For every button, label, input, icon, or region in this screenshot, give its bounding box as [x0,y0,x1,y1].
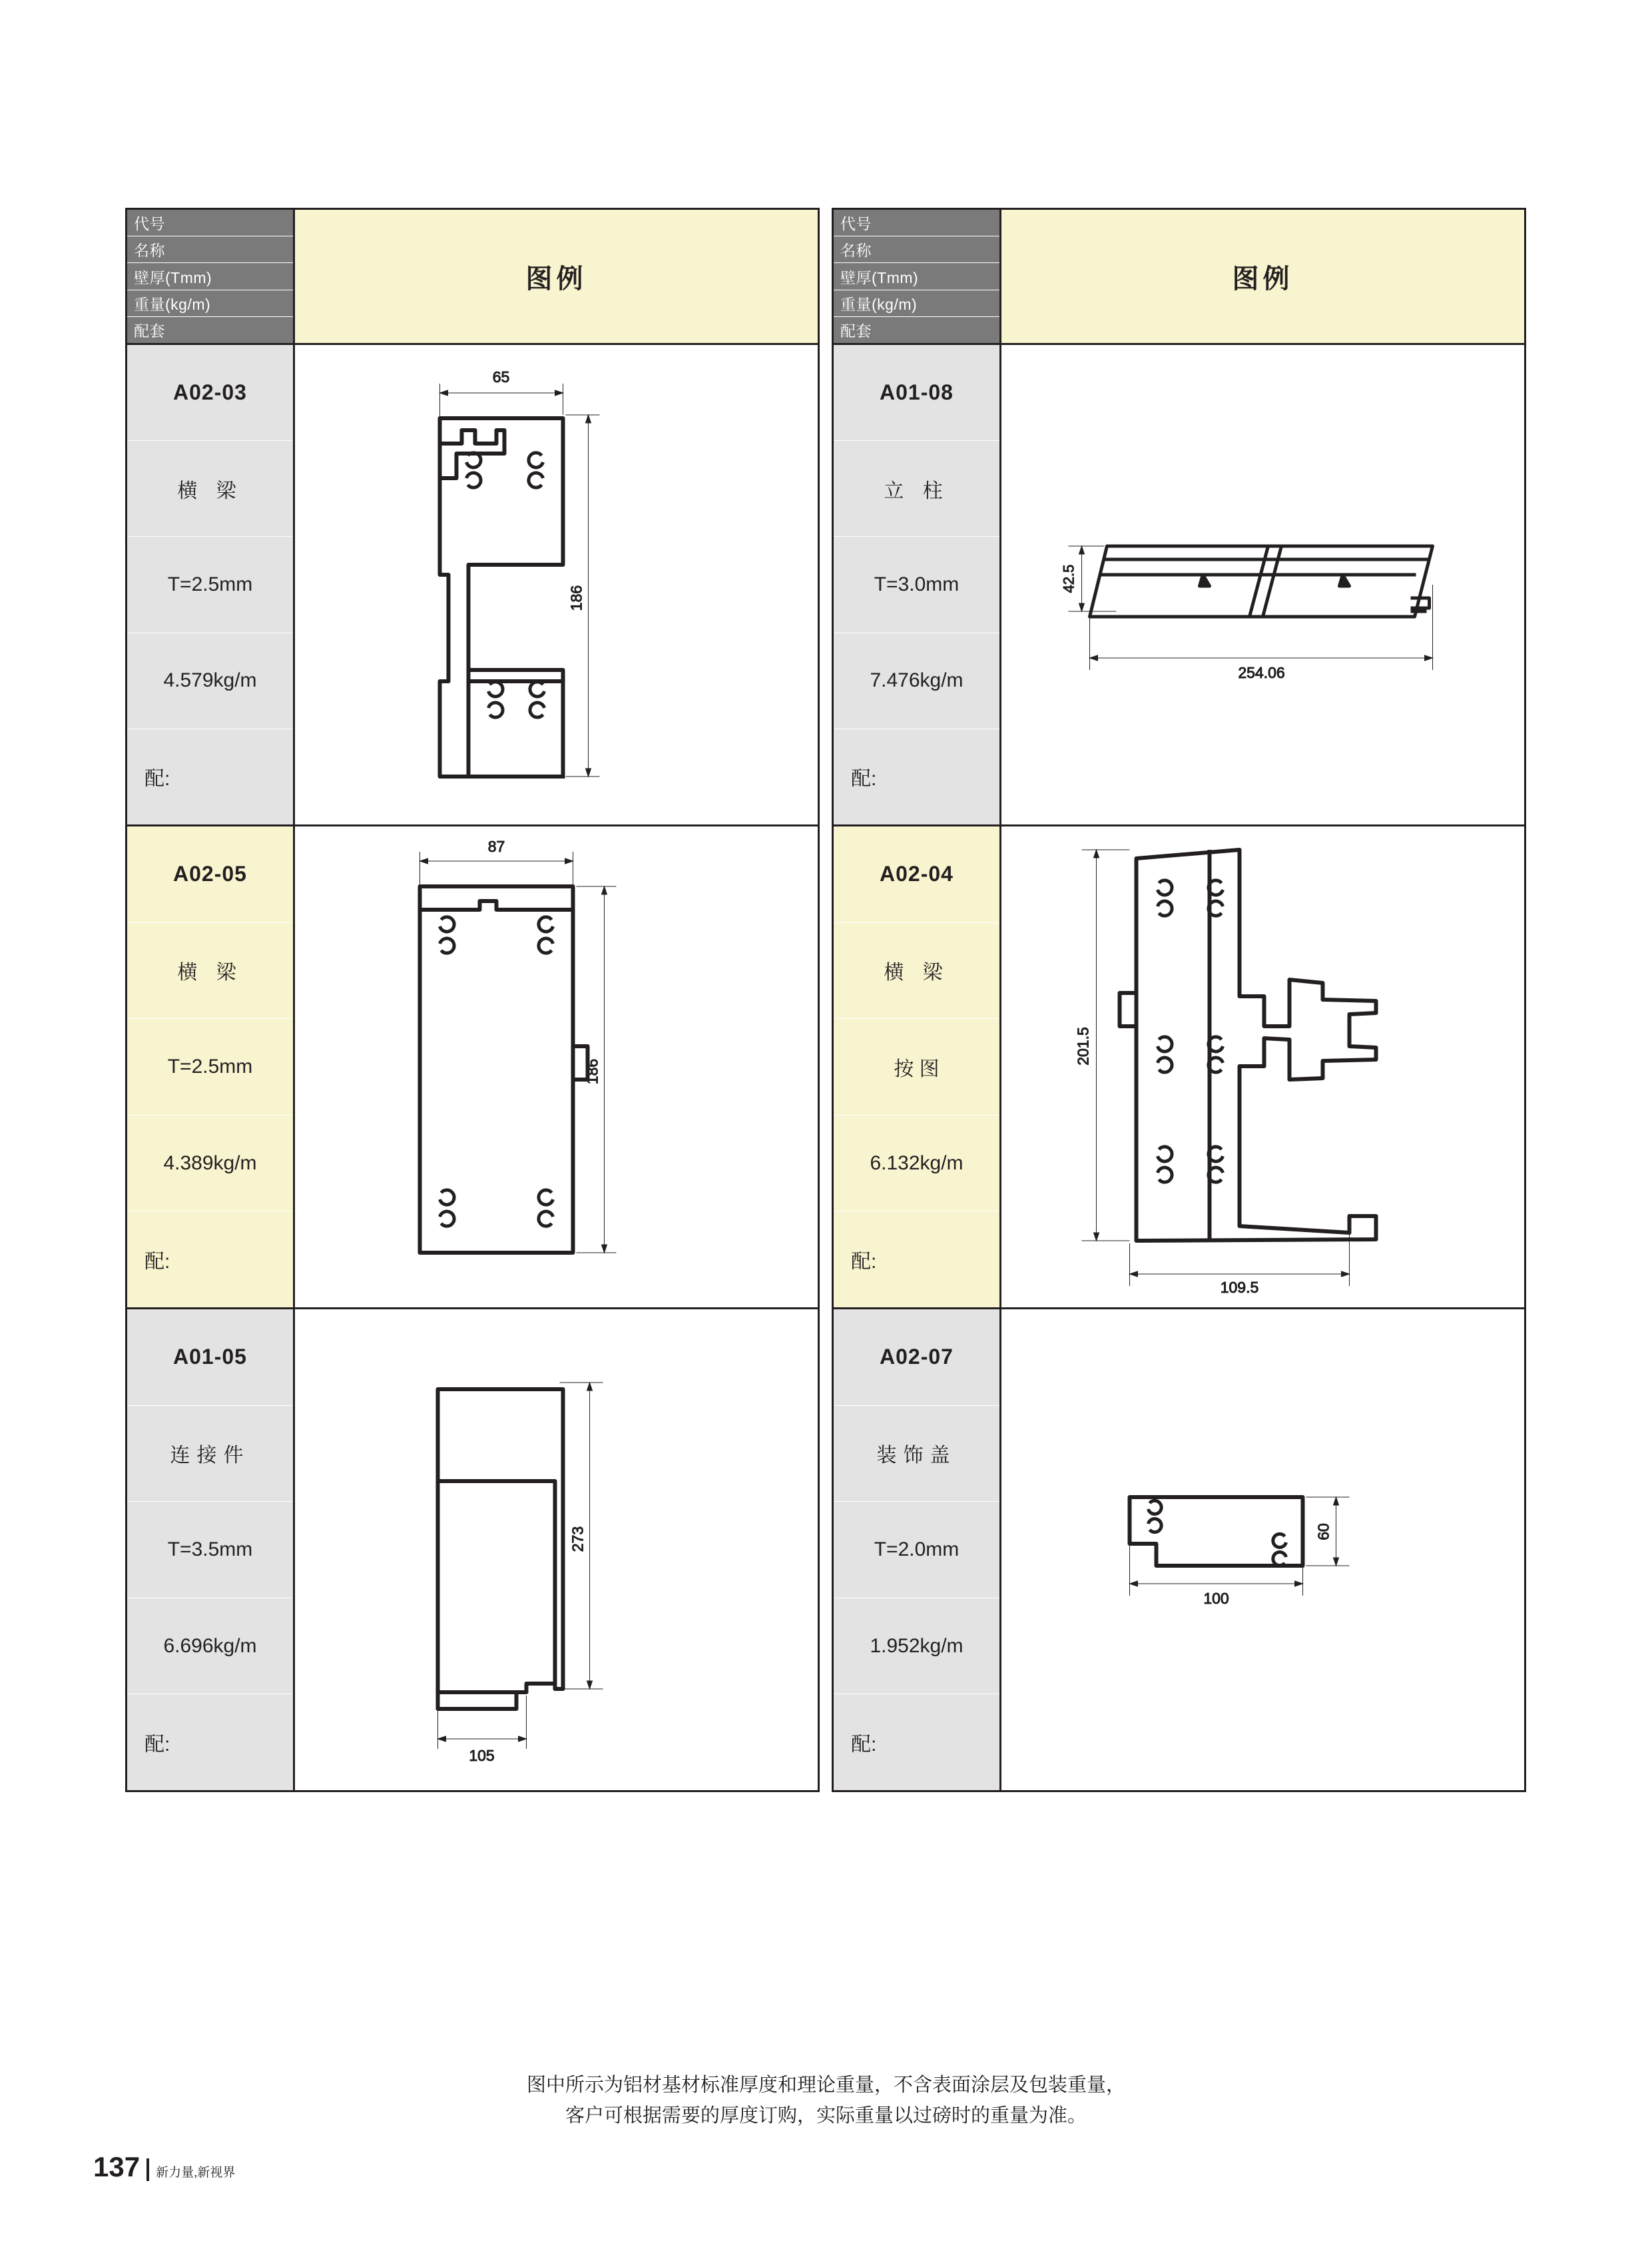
profile-pair: 配: [834,1694,999,1790]
profile-code: A02-03 [127,345,293,441]
footer-note-line2: 客户可根据需要的厚度订购，实际重量以过磅时的重量为准。 [565,2105,1087,2127]
profile-drawing-a0105 [295,1309,818,1790]
row-info-a0108 [834,345,1001,824]
profile-drawing-a0205 [295,826,818,1307]
profile-pair: 配: [127,1694,293,1790]
header-figure-title: 图例 [1001,210,1524,343]
profile-name: 立 柱 [834,441,999,537]
row-info-a0204 [834,826,1001,1307]
table-row [127,1309,818,1790]
right-table [832,208,1526,1792]
profile-name: 连接件 [127,1406,293,1502]
row-info-a0205 [127,826,295,1307]
profile-weight: 4.579kg/m [127,633,293,729]
header-label-code: 代号 [834,210,999,236]
header-label-pair: 配套 [127,317,293,343]
left-header-labels [127,210,295,343]
right-table-header [834,210,1524,345]
header-label-weight: 重量(kg/m) [127,290,293,317]
page-number: 137 [93,2151,140,2182]
dim-right-label: 273 [569,1526,587,1552]
header-label-thickness: 壁厚(Tmm) [834,263,999,290]
profile-name: 横 梁 [834,923,999,1020]
dim-bottom-label: 254.06 [1238,664,1285,681]
footer-slogan: 新力量,新视界 [156,2166,236,2180]
row-info-a0207 [834,1309,1001,1790]
profile-code: A01-05 [127,1309,293,1406]
dim-top-label: 65 [492,368,510,386]
header-label-weight: 重量(kg/m) [834,290,999,317]
footer-divider [146,2158,149,2181]
profile-code: A02-07 [834,1309,999,1406]
profile-weight: 6.696kg/m [127,1598,293,1695]
profile-code: A01-08 [834,345,999,441]
table-row [127,345,818,826]
profile-pair: 配: [834,729,999,824]
profile-thickness: T=2.5mm [127,537,293,633]
profile-drawing-a0207 [1001,1309,1524,1790]
footer-note-line1: 图中所示为铝材基材标准厚度和理论重量，不含表面涂层及包装重量， [526,2075,1125,2096]
profile-thickness: T=2.0mm [834,1502,999,1598]
profile-name: 横 梁 [127,441,293,537]
profile-tables [125,208,1526,1792]
table-row [834,826,1524,1309]
dim-bottom-label: 109.5 [1220,1279,1259,1296]
table-row [834,345,1524,826]
footer-note [0,2070,1652,2132]
profile-thickness: T=3.0mm [834,537,999,633]
profile-pair: 配: [127,1211,293,1307]
dim-left-label: 201.5 [1074,1027,1092,1066]
profile-name: 装饰盖 [834,1406,999,1502]
table-row [127,826,818,1309]
profile-drawing-a0203 [295,345,818,824]
table-row [834,1309,1524,1790]
profile-pair: 配: [834,1211,999,1307]
dim-right-label: 186 [567,585,585,611]
dim-top-label: 87 [487,838,505,855]
row-info-a0105 [127,1309,295,1790]
right-header-labels [834,210,1001,343]
profile-weight: 1.952kg/m [834,1598,999,1695]
dim-left-label: 42.5 [1060,564,1077,593]
row-info-a0203 [127,345,295,824]
profile-weight: 4.389kg/m [127,1116,293,1212]
profile-drawing-a0204 [1001,826,1524,1307]
left-table-header [127,210,818,345]
profile-name: 横 梁 [127,923,293,1020]
profile-pair: 配: [127,729,293,824]
profile-drawing-a0108 [1001,345,1524,824]
profile-weight: 7.476kg/m [834,633,999,729]
header-label-name: 名称 [834,236,999,263]
profile-thickness: T=2.5mm [127,1019,293,1116]
profile-thickness: 按 图 [834,1019,999,1116]
profile-weight: 6.132kg/m [834,1116,999,1212]
header-label-pair: 配套 [834,317,999,343]
dim-bottom-label: 105 [469,1747,495,1764]
dim-bottom-label: 100 [1203,1590,1229,1607]
header-label-name: 名称 [127,236,293,263]
profile-code: A02-05 [127,826,293,923]
page-footer [93,2151,235,2183]
profile-code: A02-04 [834,826,999,923]
profile-thickness: T=3.5mm [127,1502,293,1598]
dim-right-label: 186 [583,1058,601,1085]
header-label-code: 代号 [127,210,293,236]
left-table [125,208,820,1792]
dim-right-label: 60 [1314,1523,1332,1540]
header-label-thickness: 壁厚(Tmm) [127,263,293,290]
header-figure-title: 图例 [295,210,818,343]
